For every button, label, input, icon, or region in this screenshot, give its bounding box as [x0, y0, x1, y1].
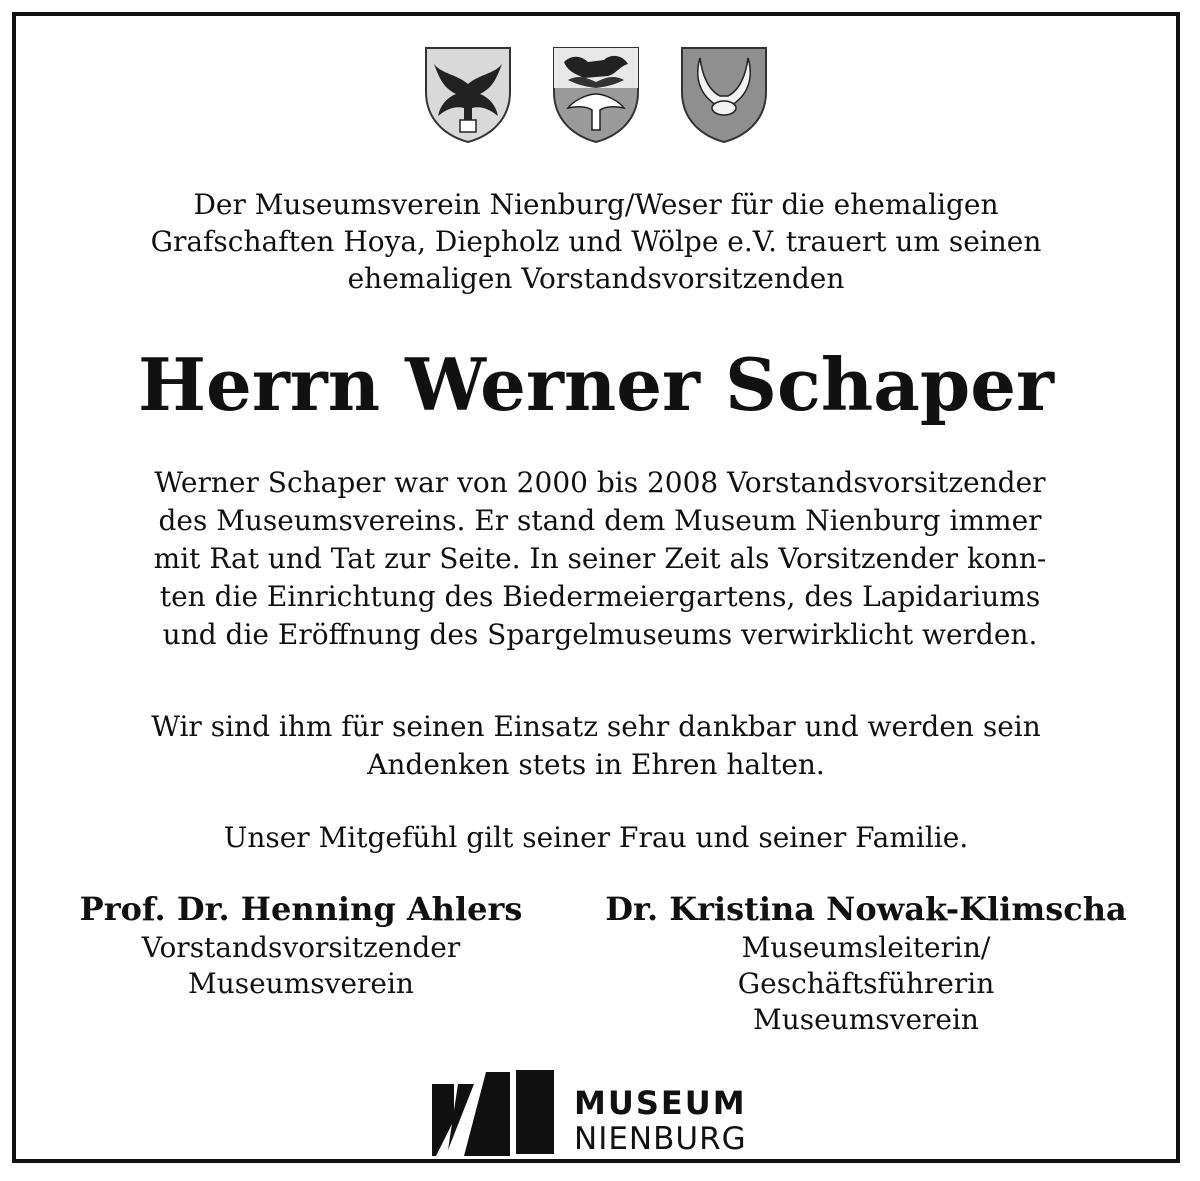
signer-role-line: Museumsleiterin/ [741, 931, 991, 964]
thanks-line: Wir sind ihm für seinen Einsatz sehr dankbar und werden sein [151, 710, 1041, 743]
logo-text-nienburg: NIENBURG [574, 1121, 747, 1157]
sympathy-text: Unser Mitgefühl gilt seiner Frau und seiner Familie. [223, 821, 969, 854]
intro-line: Der Museumsverein Nienburg/Weser für die ehemaligen [193, 188, 999, 221]
intro-line: ehemaligen Vorstandsvorsitzenden [347, 262, 845, 295]
obituary-frame [12, 12, 1180, 1163]
bio-line: Werner Schaper war von 2000 bis 2008 Vorstandsvorsitzender [154, 466, 1046, 499]
signer-role [36, 930, 566, 1002]
signer-role-line: Museumsverein [188, 967, 414, 1000]
coat-of-arms-row [16, 44, 1176, 144]
bio-line: ten die Einrichtung des Biedermeiergartens, des Lapidariums [159, 580, 1041, 613]
intro-text [16, 186, 1176, 297]
signer-ahlers [36, 888, 566, 1002]
signer-role [556, 930, 1176, 1038]
museum-nienburg-logo-icon [424, 1062, 564, 1162]
signer-nowak-klimscha [556, 888, 1176, 1038]
signer-name: Dr. Kristina Nowak-Klimscha [605, 890, 1127, 928]
logo-text-museum: MUSEUM [574, 1084, 747, 1122]
museum-nienburg-logo [424, 1062, 764, 1162]
signer-role-line: Museumsverein [753, 1003, 979, 1036]
signer-role-line: Vorstandsvorsitzender [141, 931, 461, 964]
crest-lions-eagle-icon [548, 44, 644, 144]
bio-line: und die Eröffnung des Spargelmuseums verwirklicht werden. [162, 618, 1038, 651]
deceased-name: Herrn Werner Schaper [138, 342, 1054, 427]
signer-name: Prof. Dr. Henning Ahlers [79, 890, 523, 928]
signer-role-line: Geschäftsführerin [737, 967, 995, 1000]
bio-line: mit Rat und Tat zur Seite. In seiner Zeit als Vorsitzender konn- [153, 542, 1047, 575]
crest-dragon-wings-icon [420, 44, 516, 144]
intro-line: Grafschaften Hoya, Diepholz und Wölpe e.V. trauert um seinen [150, 225, 1042, 258]
thanks-line: Andenken stets in Ehren halten. [367, 748, 825, 781]
thanks-text [16, 708, 1176, 784]
crest-antlers-icon [676, 44, 772, 144]
biography-text [56, 464, 1144, 654]
bio-line: des Museumsvereins. Er stand dem Museum Nienburg immer [158, 504, 1042, 537]
